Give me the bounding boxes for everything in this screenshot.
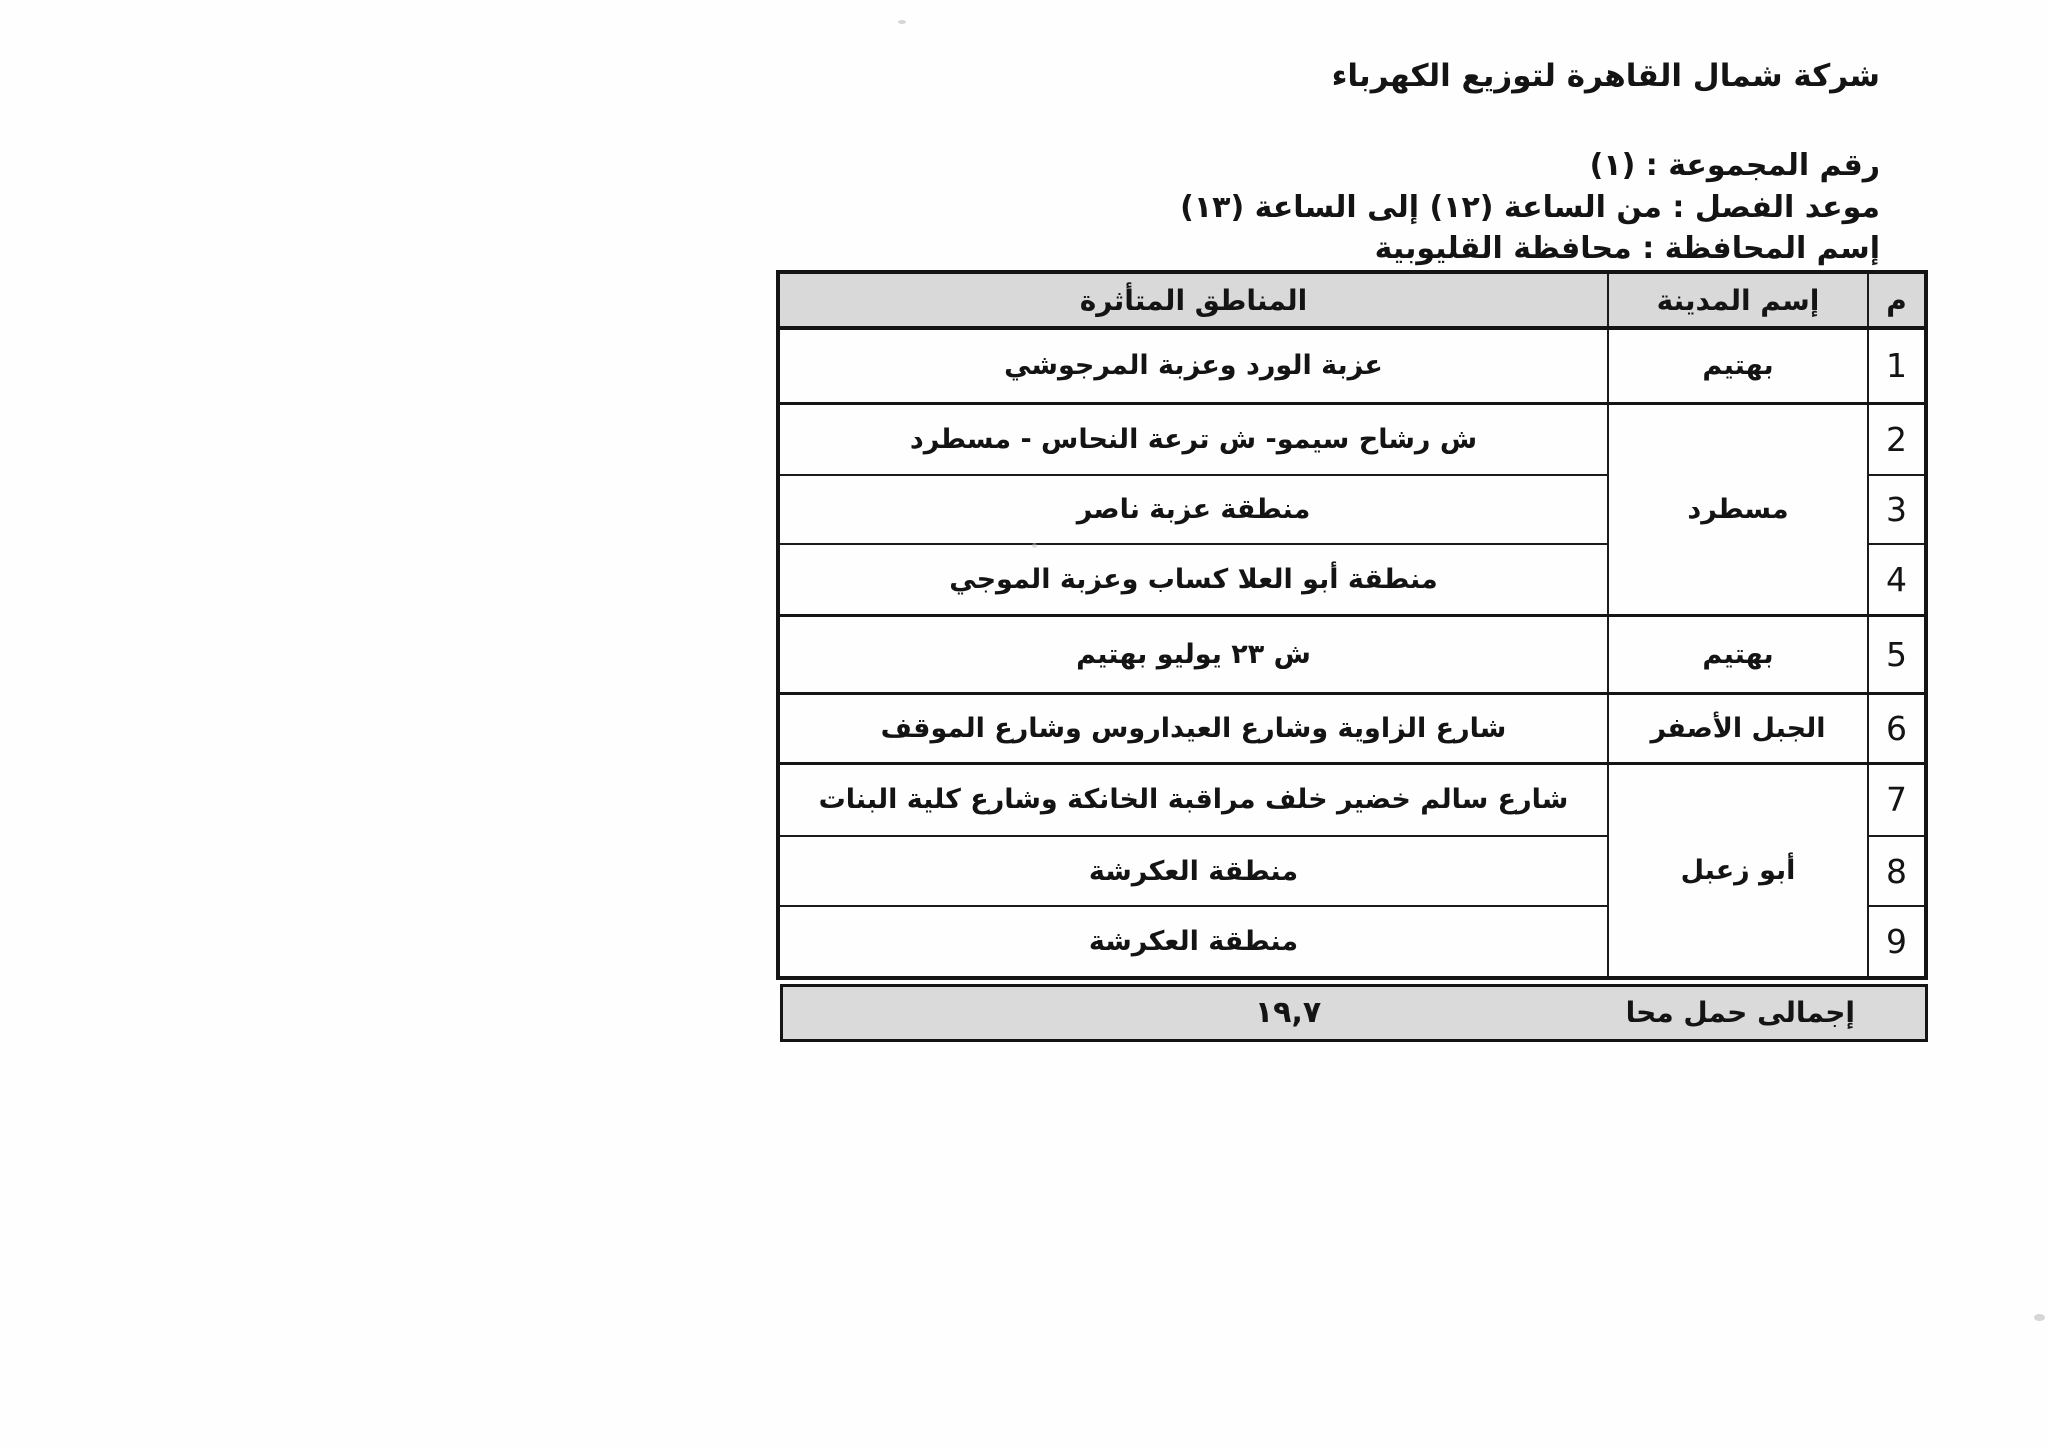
- header-cell-serial: م: [1868, 272, 1926, 328]
- serial-cell: 5: [1868, 615, 1926, 693]
- area-cell: منطقة أبو العلا كساب وعزبة الموجي: [778, 544, 1608, 615]
- serial-cell: 4: [1868, 544, 1926, 615]
- governorate-line: إسم المحافظة : محافظة القليوبية: [1374, 231, 1880, 266]
- total-load-row: [780, 984, 1928, 1042]
- outage-table: [776, 270, 1928, 980]
- header-cell-city: إسم المدينة: [1608, 272, 1868, 328]
- table-row: [778, 763, 1926, 836]
- area-cell: عزبة الورد وعزبة المرجوشي: [778, 328, 1608, 403]
- table-row: [778, 615, 1926, 693]
- serial-cell: 3: [1868, 475, 1926, 544]
- group-number-line: رقم المجموعة : (١): [1589, 148, 1880, 183]
- area-cell: ش رشاح سيمو- ش ترعة النحاس - مسطرد: [778, 403, 1608, 475]
- area-cell: منطقة العكرشة: [778, 906, 1608, 978]
- area-cell: ش ٢٣ يوليو بهتيم: [778, 615, 1608, 693]
- serial-cell: 9: [1868, 906, 1926, 978]
- outage-time-line: موعد الفصل : من الساعة (١٢) إلى الساعة (١٣): [1180, 190, 1880, 225]
- header-cell-areas: المناطق المتأثرة: [778, 272, 1608, 328]
- table-row: [778, 328, 1926, 403]
- area-cell: منطقة العكرشة: [778, 836, 1608, 906]
- area-cell: شارع الزاوية وشارع العيداروس وشارع الموقف: [778, 693, 1608, 763]
- serial-cell: 6: [1868, 693, 1926, 763]
- scan-speck: [898, 20, 906, 24]
- total-load-value: ١٩,٧: [1254, 994, 1322, 1030]
- city-cell-merged: أبو زعبل: [1608, 763, 1868, 978]
- city-cell: بهتيم: [1608, 615, 1868, 693]
- scan-speck: [1032, 543, 1037, 548]
- company-title: شركة شمال القاهرة لتوزيع الكهرباء: [1331, 58, 1880, 94]
- serial-cell: 8: [1868, 836, 1926, 906]
- table-row: [778, 693, 1926, 763]
- city-cell-merged: مسطرد: [1608, 403, 1868, 615]
- table-row: [778, 403, 1926, 475]
- area-cell: منطقة عزبة ناصر: [778, 475, 1608, 544]
- city-cell: الجبل الأصفر: [1608, 693, 1868, 763]
- total-load-label: إجمالى حمل محا: [1625, 995, 1855, 1029]
- area-cell: شارع سالم خضير خلف مراقبة الخانكة وشارع كلية البنات: [778, 763, 1608, 836]
- serial-cell: 7: [1868, 763, 1926, 836]
- serial-cell: 1: [1868, 328, 1926, 403]
- table-header-row: [778, 272, 1926, 328]
- city-cell: بهتيم: [1608, 328, 1868, 403]
- serial-cell: 2: [1868, 403, 1926, 475]
- scan-speck: [2034, 1314, 2045, 1321]
